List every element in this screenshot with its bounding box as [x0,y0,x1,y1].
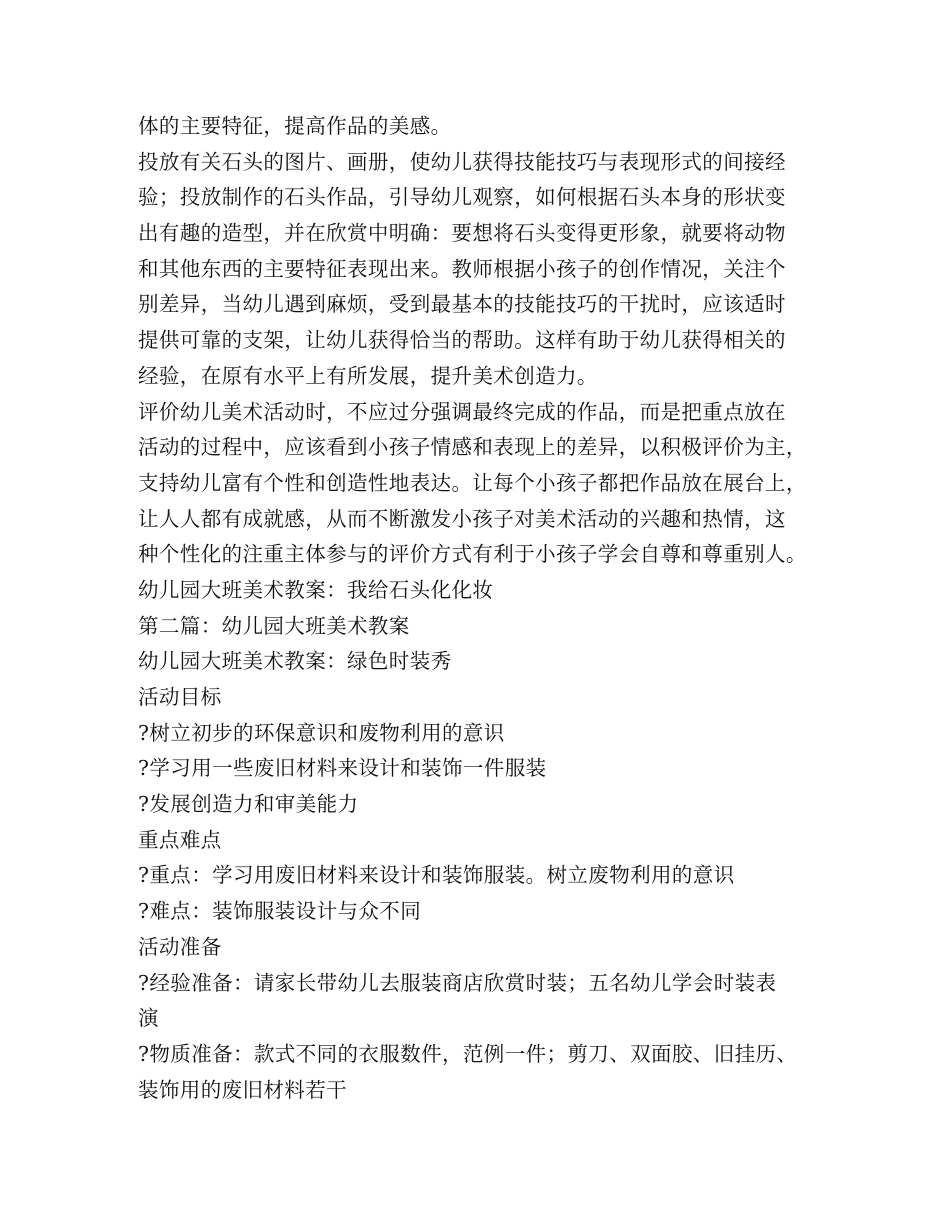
section-title: 幼儿园大班美术教案：我给石头化化妆 [138,577,494,602]
list-item: ?物质准备：款式不同的衣服数件，范例一件；剪刀、双面胶、旧挂历、 [138,1041,798,1066]
list-item: ?学习用一些废旧材料来设计和装饰一件服装 [138,756,547,781]
text-line: 让人人都有成就感，从而不断激发小孩子对美术活动的兴趣和热情，这 [138,506,786,531]
text-line: 种个性化的注重主体参与的评价方式有利于小孩子学会自尊和尊重别人。 [138,542,807,567]
text-line: 别差异，当幼儿遇到麻烦，受到最基本的技能技巧的干扰时，应该适时 [138,292,786,317]
text-line: 评价幼儿美术活动时，不应过分强调最终完成的作品，而是把重点放在 [138,399,786,424]
text-line: 投放有关石头的图片、画册，使幼儿获得技能技巧与表现形式的间接经 [138,149,786,174]
section-heading: 活动准备 [138,934,222,959]
list-item: ?发展创造力和审美能力 [138,792,359,817]
section-title: 第二篇：幼儿园大班美术教案 [138,613,410,638]
section-heading: 重点难点 [138,827,222,852]
list-item: ?树立初步的环保意识和废物利用的意识 [138,720,505,745]
text-line: 和其他东西的主要特征表现出来。教师根据小孩子的创作情况，关注个 [138,256,786,281]
document-body [138,109,828,1108]
text-line: 验；投放制作的石头作品，引导幼儿观察，如何根据石头本身的形状变 [138,185,786,210]
text-line: 出有趣的造型，并在欣赏中明确：要想将石头变得更形象，就要将动物 [138,221,786,246]
text-line: 支持幼儿富有个性和创造性地表达。让每个小孩子都把作品放在展台上， [138,470,807,495]
section-title: 幼儿园大班美术教案：绿色时装秀 [138,649,452,674]
section-heading: 活动目标 [138,685,222,709]
text-line: 经验，在原有水平上有所发展，提升美术创造力。 [138,363,598,388]
list-item-continuation: 演 [138,1006,159,1031]
list-item: ?经验准备：请家长带幼儿去服装商店欣赏时装；五名幼儿学会时装表 [138,970,777,995]
text-line: 体的主要特征，提高作品的美感。 [138,114,452,138]
list-item-continuation: 装饰用的废旧材料若干 [138,1077,347,1102]
text-line: 提供可靠的支架，让幼儿获得恰当的帮助。这样有助于幼儿获得相关的 [138,328,786,353]
list-item: ?重点：学习用废旧材料来设计和装饰服装。树立废物利用的意识 [138,863,735,888]
text-line: 活动的过程中，应该看到小孩子情感和表现上的差异，以积极评价为主， [138,435,807,460]
list-item: ?难点：装饰服装设计与众不同 [138,899,422,924]
